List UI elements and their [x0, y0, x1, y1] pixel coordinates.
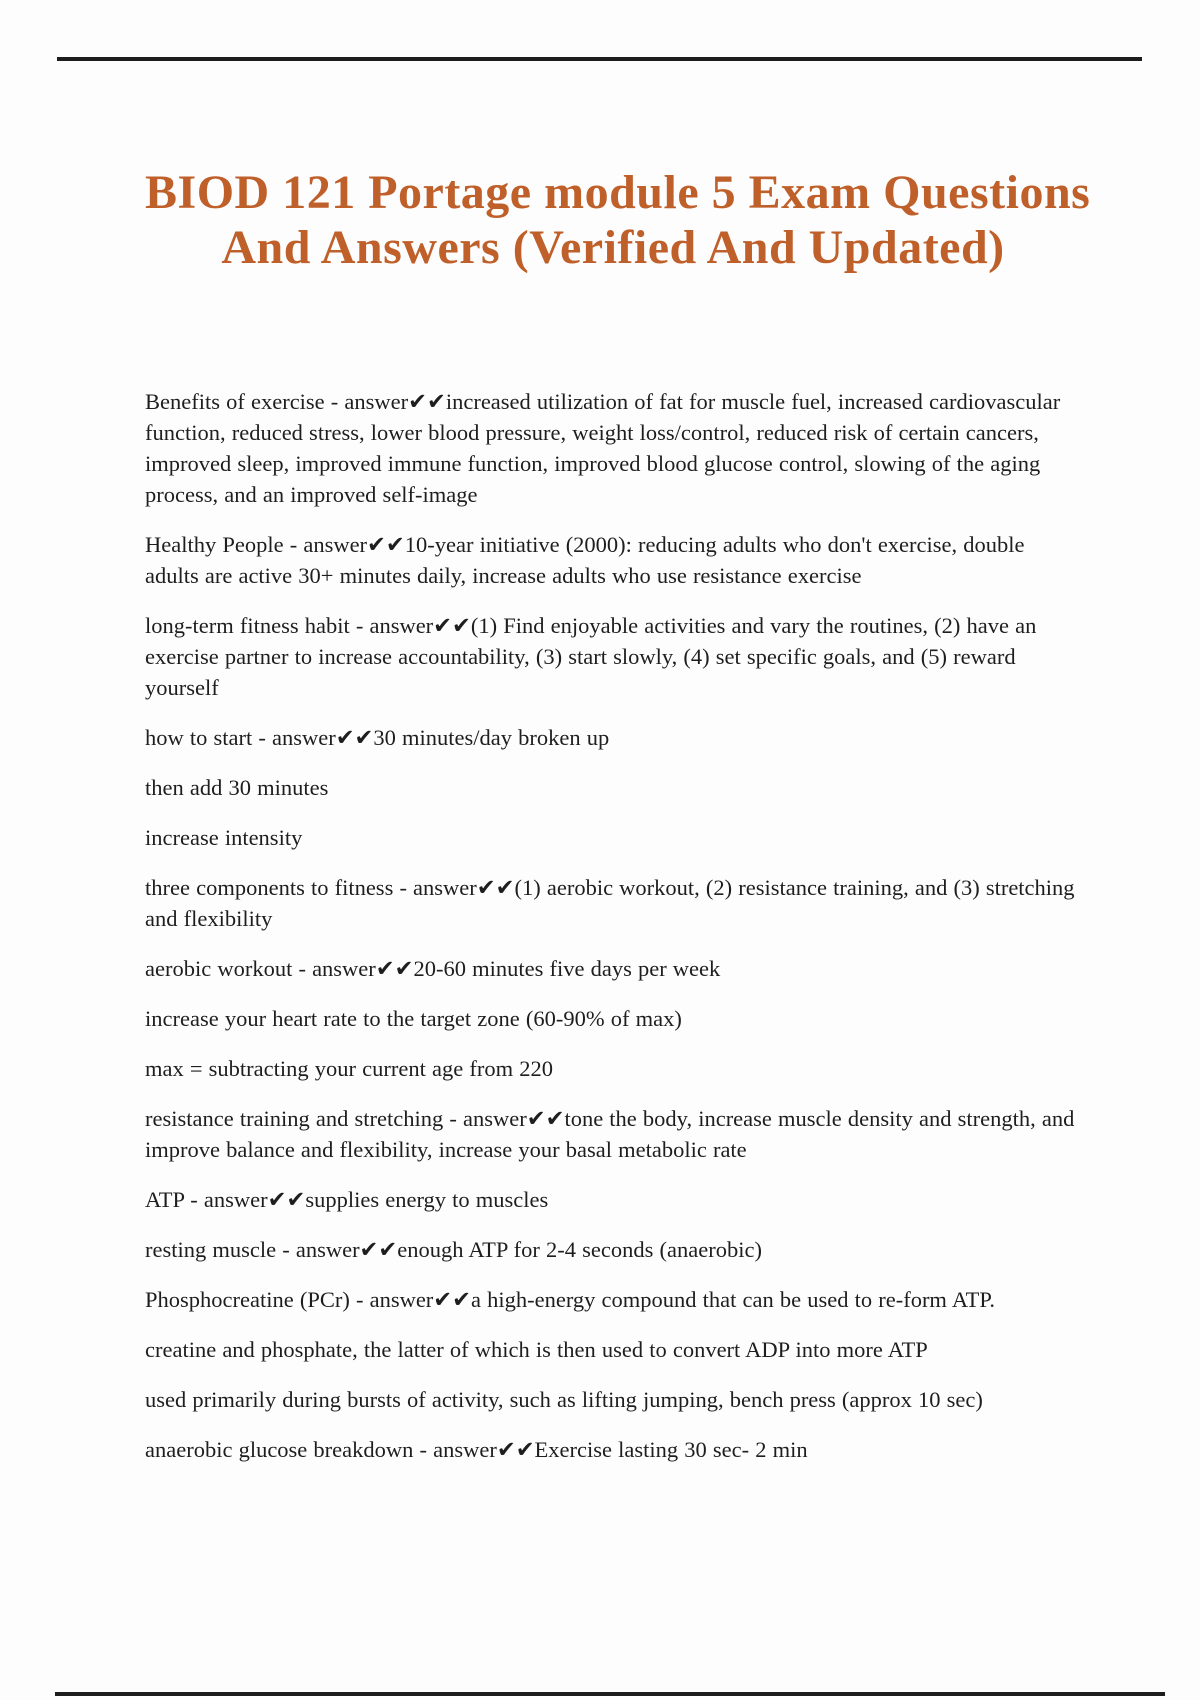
qa-paragraph: how to start - answer✔✔30 minutes/day broken up [145, 725, 610, 750]
document-content [145, 0, 1091, 1484]
document-title-line1: BIOD 121 Portage module 5 Exam Questions [145, 166, 1091, 219]
qa-paragraph: Healthy People - answer✔✔10-year initiative (2000): reducing adults who don't exercise, double adults are active 30+ minutes daily, increase adults who use resistance exercise [145, 532, 1025, 588]
qa-paragraph: increase your heart rate to the target zone (60-90% of max) [145, 1006, 682, 1031]
qa-paragraph: long-term fitness habit - answer✔✔(1) Find enjoyable activities and vary the routines, (2) have an exercise partner to increase accountability, (3) start slowly, (4) set specific goals, and (5) reward yourself [145, 613, 1037, 700]
qa-paragraph-list [145, 386, 1081, 1465]
qa-paragraph: ATP - answer✔✔supplies energy to muscles [145, 1187, 549, 1212]
qa-paragraph: three components to fitness - answer✔✔(1) aerobic workout, (2) resistance training, and (3) stretching and flexibility [145, 875, 1075, 931]
document-title-line2: And Answers (Verified And Updated) [221, 221, 1005, 274]
qa-paragraph: Phosphocreatine (PCr) - answer✔✔a high-energy compound that can be used to re-form ATP. [145, 1287, 995, 1312]
qa-paragraph: anaerobic glucose breakdown - answer✔✔Exercise lasting 30 sec- 2 min [145, 1437, 808, 1462]
qa-paragraph: creatine and phosphate, the latter of which is then used to convert ADP into more ATP [145, 1337, 928, 1362]
qa-paragraph: aerobic workout - answer✔✔20-60 minutes five days per week [145, 956, 721, 981]
document-title [145, 165, 1091, 275]
qa-paragraph: used primarily during bursts of activity, such as lifting jumping, bench press (approx 10 sec) [145, 1387, 983, 1412]
qa-paragraph: Benefits of exercise - answer✔✔increased utilization of fat for muscle fuel, increased cardiovascular function, reduced stress, lower blood pressure, weight loss/control, reduced risk of certain cancers, improved sleep, improved immune function, improved blood glucose control, slowing of the aging process, and an improved self-image [145, 389, 1061, 507]
qa-paragraph: resting muscle - answer✔✔enough ATP for 2-4 seconds (anaerobic) [145, 1237, 762, 1262]
bottom-horizontal-rule [55, 1692, 1165, 1696]
qa-paragraph: resistance training and stretching - answer✔✔tone the body, increase muscle density and strength, and improve balance and flexibility, increase your basal metabolic rate [145, 1106, 1075, 1162]
qa-paragraph: max = subtracting your current age from 220 [145, 1056, 553, 1081]
qa-paragraph: increase intensity [145, 825, 303, 850]
qa-paragraph: then add 30 minutes [145, 775, 329, 800]
